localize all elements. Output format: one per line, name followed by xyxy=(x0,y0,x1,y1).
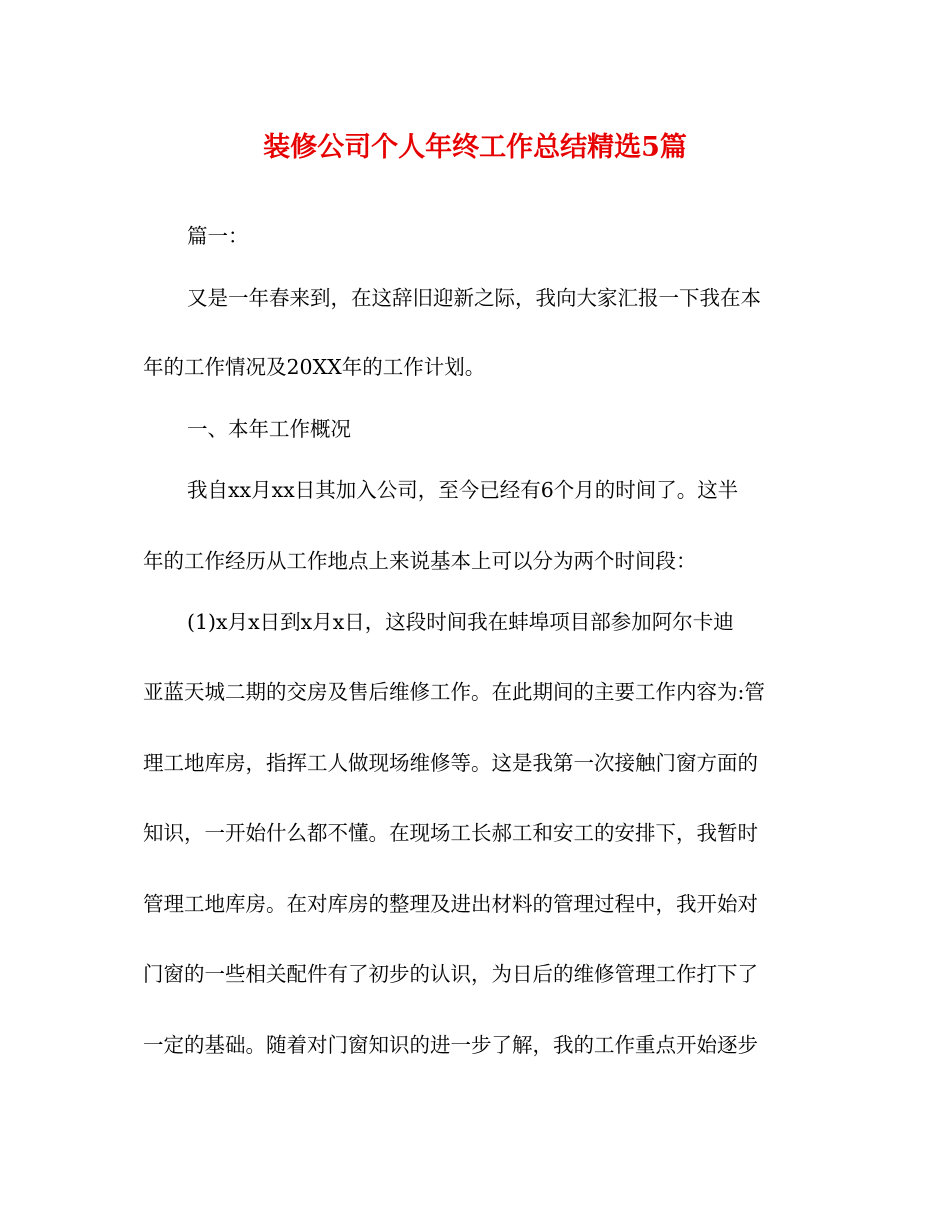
paragraph-line: 年的工作经历从工作地点上来说基本上可以分为两个时间段： xyxy=(143,549,697,573)
section-heading-overview: 一、本年工作概况 xyxy=(187,417,351,441)
paragraph-line: 又是一年春来到，在这辞旧迎新之际，我向大家汇报一下我在本 xyxy=(187,286,761,310)
paragraph-line: 门窗的一些相关配件有了初步的认识，为日后的维修管理工作打下了 xyxy=(143,962,758,986)
paragraph-line: 我自xx月xx日其加入公司，至今已经有6个月的时间了。这半 xyxy=(187,478,739,502)
paragraph-line: 亚蓝天城二期的交房及售后维修工作。在此期间的主要工作内容为:管 xyxy=(143,680,765,704)
paragraph-line: 管理工地库房。在对库房的整理及进出材料的管理过程中，我开始对 xyxy=(143,892,758,916)
paragraph-line: (1)x月x日到x月x日，这段时间我在蚌埠项目部参加阿尔卡迪 xyxy=(187,610,734,634)
paragraph-line: 理工地库房，指挥工人做现场维修等。这是我第一次接触门窗方面的 xyxy=(143,751,758,775)
section-heading-part-one: 篇一： xyxy=(187,224,249,248)
paragraph-line: 一定的基础。随着对门窗知识的进一步了解，我的工作重点开始逐步 xyxy=(143,1033,758,1057)
document-title: 装修公司个人年终工作总结精选5篇 xyxy=(263,132,687,163)
paragraph-line: 年的工作情况及20XX年的工作计划。 xyxy=(143,355,486,379)
paragraph-line: 知识，一开始什么都不懂。在现场工长郝工和安工的安排下，我暂时 xyxy=(143,821,758,845)
